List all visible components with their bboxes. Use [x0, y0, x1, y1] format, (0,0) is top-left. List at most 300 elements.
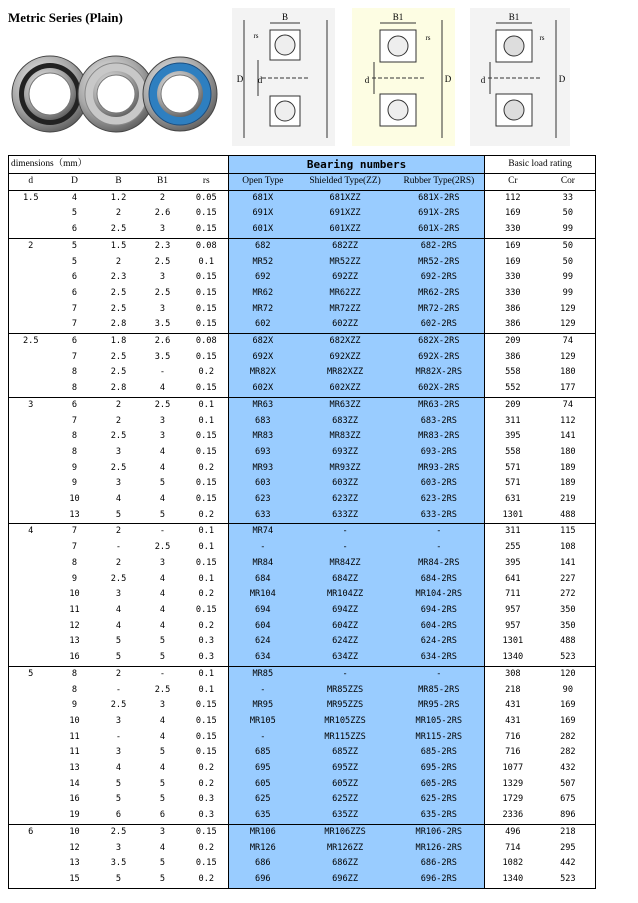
table-cell: 169 — [485, 238, 541, 254]
table-cell: 4 — [159, 604, 166, 615]
table-cell: 896 — [560, 810, 576, 821]
table-cell: 693 — [229, 445, 297, 461]
table-cell: - — [297, 540, 394, 556]
table-cell: 0.08 — [185, 334, 229, 350]
table-row — [9, 841, 596, 857]
table-cell: 1.8 — [97, 334, 141, 350]
table-cell: 625-2RS — [394, 792, 485, 808]
table-cell: 5 — [115, 873, 122, 884]
bearing-cross-section-rubber — [470, 8, 570, 146]
table-cell: 571 — [505, 462, 521, 473]
table-cell: 8 — [71, 431, 78, 442]
table-cell: 2.3 — [141, 238, 185, 254]
table-cell: 2.5 — [110, 351, 127, 362]
table-cell: 635ZZ — [297, 808, 394, 824]
table-cell: 3 — [115, 747, 122, 758]
table-cell: 0.3 — [185, 634, 229, 650]
table-cell: 431 — [505, 715, 521, 726]
table-cell: 129 — [560, 319, 576, 330]
column-header: d — [9, 174, 53, 191]
table-cell: 0.15 — [185, 350, 229, 366]
table-cell: 33 — [562, 192, 574, 203]
table-cell: 682X — [229, 334, 297, 350]
table-cell: 695ZZ — [297, 761, 394, 777]
table-cell: 4 — [115, 620, 122, 631]
table-cell: 0.15 — [185, 556, 229, 572]
table-cell: - — [394, 540, 485, 556]
table-cell: 6 — [159, 810, 166, 821]
table-row — [9, 777, 596, 793]
table-cell: MR72-2RS — [394, 302, 485, 318]
table-cell: 180 — [560, 367, 576, 378]
table-row — [9, 350, 596, 366]
table-row — [9, 572, 596, 588]
table-cell: 682X-2RS — [394, 334, 485, 350]
table-cell: 6 — [53, 334, 97, 350]
table-cell: 4 — [115, 604, 122, 615]
table-cell: 3 — [159, 557, 166, 568]
table-cell: 395 — [505, 431, 521, 442]
table-cell: 2 — [115, 208, 122, 219]
table-row — [9, 540, 596, 556]
inner-diameter-cell — [9, 317, 53, 333]
table-cell: 13 — [69, 763, 80, 774]
table-cell: 5 — [159, 873, 166, 884]
table-cell: 3 — [159, 272, 166, 283]
table-cell: 0.15 — [185, 206, 229, 222]
table-cell: 633-2RS — [394, 508, 485, 524]
table-cell: 99 — [562, 272, 574, 283]
table-cell: 558 — [505, 446, 521, 457]
table-row — [9, 745, 596, 761]
table-cell: 5 — [159, 636, 166, 647]
table-cell: 625ZZ — [297, 792, 394, 808]
table-cell: 5 — [159, 778, 166, 789]
inner-diameter-cell — [9, 872, 53, 888]
bearing-spec-table — [8, 155, 596, 889]
table-row — [9, 334, 596, 350]
table-cell: 8 — [71, 446, 78, 457]
width-label-b1: B1 — [508, 12, 520, 22]
inner-diameter-cell: 2 — [9, 238, 53, 254]
table-cell: 552 — [505, 383, 521, 394]
width-label-b1: B1 — [392, 12, 404, 22]
table-cell: 684ZZ — [297, 572, 394, 588]
table-cell: - — [159, 367, 166, 378]
table-cell: 683ZZ — [297, 414, 394, 430]
table-row — [9, 381, 596, 397]
table-cell: 432 — [560, 763, 576, 774]
table-cell: 308 — [485, 666, 541, 682]
table-cell: MR85ZZS — [297, 683, 394, 699]
inner-diameter-cell — [9, 350, 53, 366]
table-cell: 282 — [560, 747, 576, 758]
table-cell: 350 — [560, 620, 576, 631]
table-cell: 219 — [560, 494, 576, 505]
table-cell: 0.1 — [185, 255, 229, 271]
table-cell: 5 — [115, 636, 122, 647]
table-cell: 9 — [71, 478, 78, 489]
table-row — [9, 683, 596, 699]
table-cell: MR62 — [229, 286, 297, 302]
table-cell: 386 — [505, 303, 521, 314]
group-header-bearing-numbers: Bearing numbers — [229, 156, 485, 174]
table-cell: MR104-2RS — [394, 587, 485, 603]
column-header: rs — [185, 174, 229, 191]
table-row — [9, 872, 596, 888]
table-cell: 2.5 — [110, 431, 127, 442]
table-cell: 0.15 — [185, 856, 229, 872]
table-cell: 693ZZ — [297, 445, 394, 461]
table-cell: 2 — [97, 397, 141, 413]
table-row — [9, 603, 596, 619]
table-cell: 523 — [560, 873, 576, 884]
inner-diameter-cell — [9, 856, 53, 872]
table-cell: - — [115, 684, 122, 695]
table-cell: 0.2 — [185, 619, 229, 635]
table-cell: 330 — [505, 224, 521, 235]
table-cell: 602X-2RS — [394, 381, 485, 397]
table-cell: 141 — [560, 431, 576, 442]
inner-diameter-cell — [9, 540, 53, 556]
table-row — [9, 698, 596, 714]
inner-diameter-cell — [9, 777, 53, 793]
table-body — [9, 190, 596, 888]
table-cell: 169 — [560, 715, 576, 726]
table-row — [9, 238, 596, 254]
table-cell: 692ZZ — [297, 270, 394, 286]
table-cell: 716 — [505, 731, 521, 742]
table-cell: 350 — [560, 604, 576, 615]
table-cell: MR85-2RS — [394, 683, 485, 699]
table-cell: 0.2 — [185, 587, 229, 603]
table-cell: 5 — [115, 509, 122, 520]
table-cell: MR52 — [229, 255, 297, 271]
inner-diameter-cell — [9, 381, 53, 397]
table-cell: 10 — [69, 589, 80, 600]
table-cell: 169 — [505, 208, 521, 219]
table-cell: 696ZZ — [297, 872, 394, 888]
table-cell: 50 — [541, 238, 596, 254]
table-cell: 74 — [541, 334, 596, 350]
outer-diameter-label: D — [236, 74, 244, 84]
table-cell: 2 — [115, 415, 122, 426]
table-cell: 0.3 — [185, 650, 229, 666]
table-cell: 2.5 — [110, 700, 127, 711]
table-cell: 601X — [229, 222, 297, 238]
table-row — [9, 414, 596, 430]
table-cell: MR93-2RS — [394, 461, 485, 477]
inner-diameter-cell — [9, 476, 53, 492]
table-cell: 4 — [159, 715, 166, 726]
table-cell: MR106 — [229, 824, 297, 840]
table-cell: 2 — [97, 524, 141, 540]
table-row — [9, 270, 596, 286]
table-cell: 0.15 — [185, 476, 229, 492]
table-cell: 0.2 — [185, 841, 229, 857]
table-cell: 682XZZ — [297, 334, 394, 350]
table-cell: 682-2RS — [394, 238, 485, 254]
table-cell: 16 — [69, 794, 80, 805]
inner-diameter-cell: 5 — [9, 666, 53, 682]
table-cell: MR83 — [229, 429, 297, 445]
table-cell: 0.08 — [185, 238, 229, 254]
table-cell: 8 — [71, 367, 78, 378]
table-cell: 8 — [71, 383, 78, 394]
table-cell: 12 — [69, 842, 80, 853]
table-cell: 4 — [159, 842, 166, 853]
table-cell: 177 — [560, 383, 576, 394]
bearing-photo-rubber — [143, 57, 217, 131]
table-cell: 9 — [71, 573, 78, 584]
table-cell: 602-2RS — [394, 317, 485, 333]
table-cell: 691XZZ — [297, 206, 394, 222]
table-row — [9, 461, 596, 477]
table-cell: 5 — [71, 256, 78, 267]
table-cell: 558 — [505, 367, 521, 378]
table-cell: 8 — [53, 666, 97, 682]
bearing-cross-section-shielded — [352, 8, 455, 146]
table-cell: 695-2RS — [394, 761, 485, 777]
table-cell: - — [115, 731, 122, 742]
table-cell: 129 — [560, 303, 576, 314]
table-cell: 692X-2RS — [394, 350, 485, 366]
table-row — [9, 222, 596, 238]
page-title: Metric Series (Plain) — [8, 10, 123, 25]
table-cell: 2.5 — [141, 397, 185, 413]
table-row — [9, 634, 596, 650]
table-cell: 1301 — [502, 636, 524, 647]
table-cell: 74 — [541, 397, 596, 413]
table-cell: 623ZZ — [297, 492, 394, 508]
table-cell: 686 — [229, 856, 297, 872]
table-cell: 602X — [229, 381, 297, 397]
table-cell: 141 — [560, 557, 576, 568]
table-cell: 5 — [115, 778, 122, 789]
table-cell: 685-2RS — [394, 745, 485, 761]
table-cell: - — [141, 666, 185, 682]
column-header: B1 — [141, 174, 185, 191]
table-cell: 3 — [115, 842, 122, 853]
inner-diameter-cell — [9, 683, 53, 699]
table-cell: 0.3 — [185, 792, 229, 808]
table-cell: 0.1 — [185, 414, 229, 430]
inner-diameter-cell — [9, 572, 53, 588]
table-row — [9, 508, 596, 524]
group-header-load-rating: Basic load rating — [485, 156, 596, 174]
table-cell: 16 — [69, 652, 80, 663]
table-cell: 19 — [69, 810, 80, 821]
table-cell: MR105ZZS — [297, 714, 394, 730]
table-cell: 6 — [115, 810, 122, 821]
table-cell: 696 — [229, 872, 297, 888]
table-cell: MR72 — [229, 302, 297, 318]
table-cell: 957 — [505, 620, 521, 631]
table-cell: 694 — [229, 603, 297, 619]
table-cell: - — [229, 683, 297, 699]
table-cell: 6 — [71, 272, 78, 283]
table-cell: 675 — [560, 794, 576, 805]
table-cell: 0.15 — [185, 714, 229, 730]
inner-diameter-label: d — [364, 75, 370, 85]
inner-diameter-cell — [9, 634, 53, 650]
table-cell: MR126 — [229, 841, 297, 857]
table-cell: 108 — [560, 542, 576, 553]
inner-diameter-cell: 1.5 — [22, 192, 39, 203]
table-cell: 4 — [159, 763, 166, 774]
table-cell: 4 — [159, 573, 166, 584]
table-cell: MR104 — [229, 587, 297, 603]
table-cell: 692-2RS — [394, 270, 485, 286]
table-cell: 6 — [71, 287, 78, 298]
table-cell: 3.5 — [154, 319, 171, 330]
table-cell: 295 — [560, 842, 576, 853]
table-cell: 330 — [505, 287, 521, 298]
table-row — [9, 524, 596, 540]
column-header: Cr — [485, 174, 541, 191]
table-row — [9, 856, 596, 872]
radius-label: rs — [253, 32, 259, 40]
table-cell: 50 — [562, 208, 574, 219]
table-cell: 5 — [159, 509, 166, 520]
table-cell: 209 — [485, 397, 541, 413]
table-cell: 218 — [505, 684, 521, 695]
table-cell: 431 — [505, 700, 521, 711]
table-cell: MR84 — [229, 556, 297, 572]
table-cell: 7 — [71, 303, 78, 314]
table-cell: 1340 — [502, 873, 524, 884]
inner-diameter-cell — [9, 730, 53, 746]
table-cell: 2.5 — [154, 542, 171, 553]
table-cell: MR63 — [229, 397, 297, 413]
group-header-dimensions: dimensions（mm） — [9, 156, 229, 174]
table-cell: 189 — [560, 478, 576, 489]
table-cell: 1077 — [502, 763, 524, 774]
inner-diameter-cell — [9, 414, 53, 430]
table-cell: 189 — [560, 462, 576, 473]
table-cell: 634 — [229, 650, 297, 666]
table-cell: 681XZZ — [297, 190, 394, 206]
table-cell: 0.15 — [185, 824, 229, 840]
table-cell: MR62ZZ — [297, 286, 394, 302]
column-header: Rubber Type(2RS) — [394, 174, 485, 191]
table-cell: 4 — [159, 446, 166, 457]
table-cell: 0.15 — [185, 222, 229, 238]
table-cell: 625 — [229, 792, 297, 808]
table-cell: 3 — [159, 431, 166, 442]
table-cell: 2 — [115, 256, 122, 267]
radius-label: rs — [539, 34, 545, 42]
table-cell: 13 — [69, 636, 80, 647]
table-cell: 112 — [505, 192, 521, 203]
inner-diameter-cell — [9, 714, 53, 730]
table-cell: MR95 — [229, 698, 297, 714]
table-cell: 693-2RS — [394, 445, 485, 461]
table-cell: 624 — [229, 634, 297, 650]
table-cell: 488 — [560, 509, 576, 520]
table-cell: 3.5 — [110, 858, 127, 869]
table-cell: 2.5 — [97, 824, 141, 840]
table-cell: 681X-2RS — [394, 190, 485, 206]
table-cell: 0.05 — [185, 190, 229, 206]
table-cell: 604ZZ — [297, 619, 394, 635]
inner-diameter-cell — [9, 270, 53, 286]
column-header-row — [9, 174, 596, 191]
table-cell: 112 — [560, 415, 576, 426]
table-cell: 50 — [562, 256, 574, 267]
table-cell: 3 — [115, 446, 122, 457]
inner-diameter-cell — [9, 206, 53, 222]
table-cell: 602 — [229, 317, 297, 333]
table-cell: 0.15 — [185, 730, 229, 746]
table-cell: 2 — [115, 557, 122, 568]
table-row — [9, 445, 596, 461]
inner-diameter-cell — [9, 619, 53, 635]
outer-diameter-label: D — [558, 74, 566, 84]
table-cell: 683 — [229, 414, 297, 430]
table-cell: MR104ZZ — [297, 587, 394, 603]
table-cell: - — [229, 730, 297, 746]
table-row — [9, 808, 596, 824]
table-cell: 1.5 — [97, 238, 141, 254]
table-cell: 4 — [115, 763, 122, 774]
inner-diameter-cell: 3 — [9, 397, 53, 413]
table-cell: MR95-2RS — [394, 698, 485, 714]
table-row — [9, 556, 596, 572]
table-cell: 633ZZ — [297, 508, 394, 524]
table-cell: 624ZZ — [297, 634, 394, 650]
table-cell: 9 — [71, 700, 78, 711]
inner-diameter-cell — [9, 255, 53, 271]
table-cell: 0.15 — [185, 429, 229, 445]
table-cell: MR105-2RS — [394, 714, 485, 730]
table-row — [9, 587, 596, 603]
table-cell: 3 — [159, 700, 166, 711]
table-cell: 8 — [71, 684, 78, 695]
table-cell: 2.8 — [110, 383, 127, 394]
table-cell: 634ZZ — [297, 650, 394, 666]
inner-diameter-cell — [9, 792, 53, 808]
table-row — [9, 650, 596, 666]
table-cell: 603-2RS — [394, 476, 485, 492]
table-cell: 330 — [505, 272, 521, 283]
table-cell: 0.2 — [185, 508, 229, 524]
table-cell: 695 — [229, 761, 297, 777]
table-cell: 603 — [229, 476, 297, 492]
table-cell: 7 — [71, 351, 78, 362]
table-cell: 1082 — [502, 858, 524, 869]
table-cell: 634-2RS — [394, 650, 485, 666]
table-cell: 3 — [115, 589, 122, 600]
table-cell: 2336 — [502, 810, 524, 821]
table-cell: 395 — [505, 557, 521, 568]
table-cell: 957 — [505, 604, 521, 615]
table-cell: 218 — [541, 824, 596, 840]
table-cell: 311 — [485, 524, 541, 540]
table-cell: 633 — [229, 508, 297, 524]
table-cell: 4 — [71, 192, 78, 203]
table-cell: 694-2RS — [394, 603, 485, 619]
table-cell: 4 — [159, 383, 166, 394]
table-cell: MR84-2RS — [394, 556, 485, 572]
table-row — [9, 255, 596, 271]
table-cell: MR63ZZ — [297, 397, 394, 413]
table-cell: MR126-2RS — [394, 841, 485, 857]
table-cell: 682 — [229, 238, 297, 254]
table-cell: 507 — [560, 778, 576, 789]
table-cell: 602ZZ — [297, 317, 394, 333]
table-cell: 2.6 — [141, 334, 185, 350]
